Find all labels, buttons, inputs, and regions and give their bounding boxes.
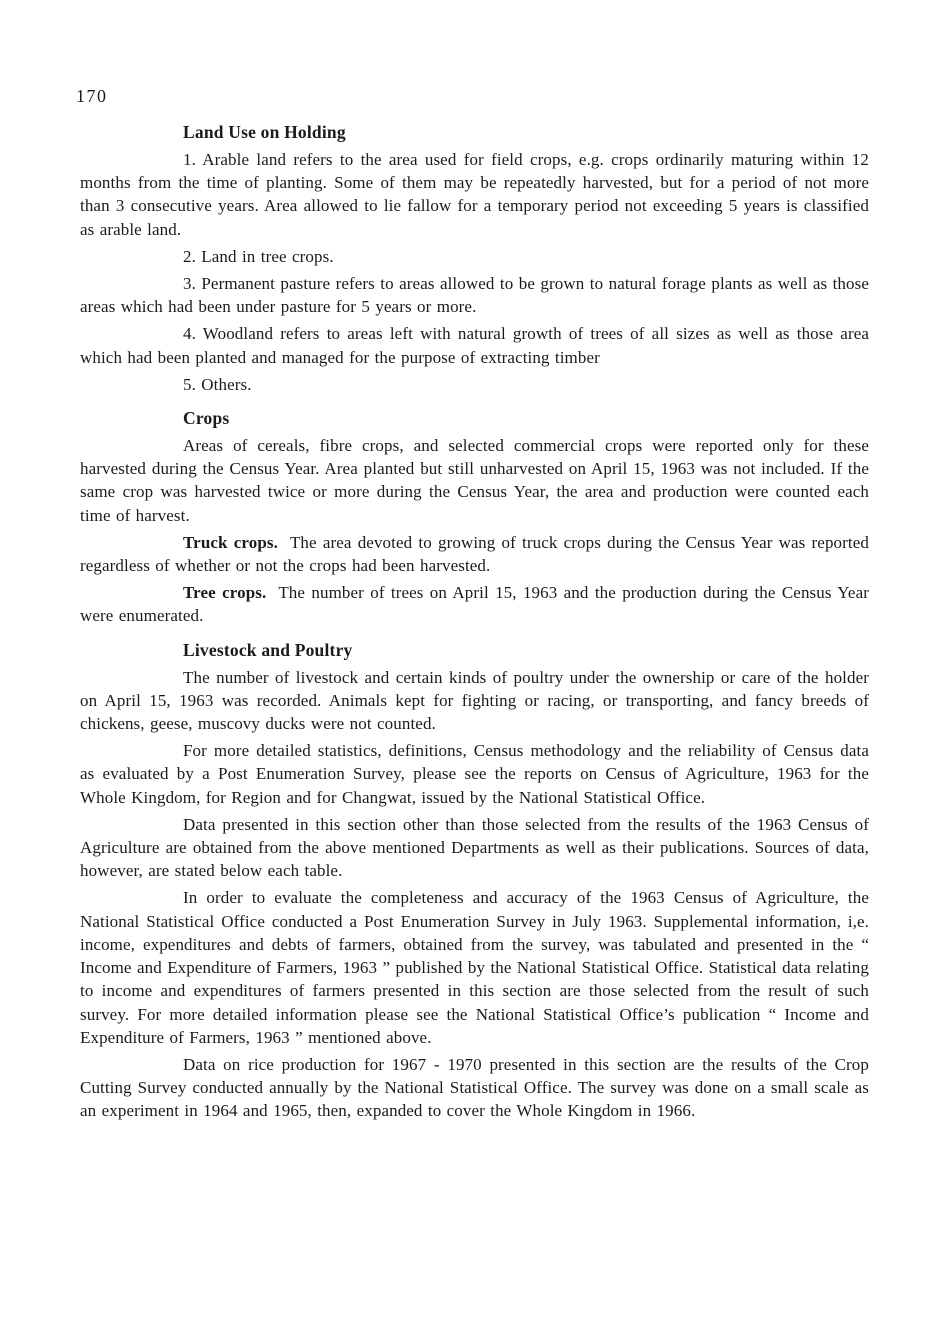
- paragraph-lead: Truck crops.: [183, 532, 278, 552]
- paragraph: [80, 581, 869, 627]
- section-crops: [80, 407, 869, 628]
- paragraph: 3. Permanent pasture refers to areas allowed to be grown to natural forage plants as well as those areas which had been under pasture for 5 years or more.: [80, 274, 869, 317]
- paragraph: For more detailed statistics, definitions, Census methodology and the reliability of Census data as evaluated by a Post Enumeration Survey, please see the reports on Census of Agriculture, 1963 for the Whole Kingdom, for Region and for Changwat, issued by the National Statistical Office.: [80, 741, 869, 807]
- paragraph-lead: Tree crops.: [183, 583, 267, 603]
- paragraph: In order to evaluate the completeness and accuracy of the 1963 Census of Agriculture, the National Statistical Office conducted a Post Enumeration Survey in July 1963. Supplemental information, i,e. income, expenditures and debts of farmers, obtained from the survey, was tabulated and presented in the “ Income and Expenditure of Farmers, 1963 ” published by the National Statistical Office. Statistical data relating to income and expenditures of farmers presented in this section are those selected from the result of such survey. For more detailed information please see the National Statistical Office’s publication “ Income and Expenditure of Farmers, 1963 ” mentioned above.: [80, 888, 869, 1047]
- paragraph: Data presented in this section other than those selected from the results of the 1963 Census of Agriculture are obtained from the above mentioned Departments as well as their publications. Sources of data, however, are stated below each table.: [80, 814, 869, 881]
- paragraph: 2. Land in tree crops.: [183, 246, 334, 266]
- section-heading: Livestock and Poultry: [183, 639, 353, 660]
- paragraph: Areas of cereals, fibre crops, and selected commercial crops were reported only for these harvested during the Census Year. Area planted but still unharvested on April 15, 1963 was not included. If the same crop was harvested twice or more during the Census Year, the area and production were counted each time of harvest.: [80, 436, 869, 525]
- paragraph: [80, 531, 869, 577]
- paragraph: Data on rice production for 1967 - 1970 presented in this section are the results of the Crop Cutting Survey conducted annually by the National Statistical Office. The survey was done on a small scale as an experiment in 1964 and 1965, then, expanded to cover the Whole Kingdom in 1966.: [80, 1054, 869, 1121]
- paragraph: 4. Woodland refers to areas left with natural growth of trees of all sizes as well as those area which had been planted and managed for the purpose of extracting timber: [80, 324, 869, 367]
- page-content: [80, 121, 869, 1127]
- paragraph: 5. Others.: [183, 374, 252, 394]
- section-heading: Land Use on Holding: [183, 122, 346, 142]
- paragraph: 1. Arable land refers to the area used for field crops, e.g. crops ordinarily maturing within 12 months from the time of planting. Some of them may be repeatedly harvested, but for a period of not more than 3 consecutive years. Area allowed to lie fallow for a temporary period not exceeding 5 years is classified as arable land.: [80, 150, 869, 239]
- section-general-notes: [80, 739, 869, 1122]
- section-livestock-and-poultry: [80, 639, 869, 736]
- paragraph-text: The number of trees on April 15, 1963 and the production during the Census Year were enumerated.: [80, 583, 869, 626]
- section-land-use-on-holding: [80, 121, 869, 396]
- page-number: 170: [76, 86, 108, 106]
- paragraph-text: The area devoted to growing of truck crops during the Census Year was reported regardless of whether or not the crops had been harvested.: [80, 532, 869, 576]
- paragraph: The number of livestock and certain kinds of poultry under the ownership or care of the holder on April 15, 1963 was recorded. Animals kept for fighting or racing, or transporting, and fancy breeds of chickens, geese, muscovy ducks were not counted.: [80, 667, 869, 734]
- section-heading: Crops: [183, 408, 230, 429]
